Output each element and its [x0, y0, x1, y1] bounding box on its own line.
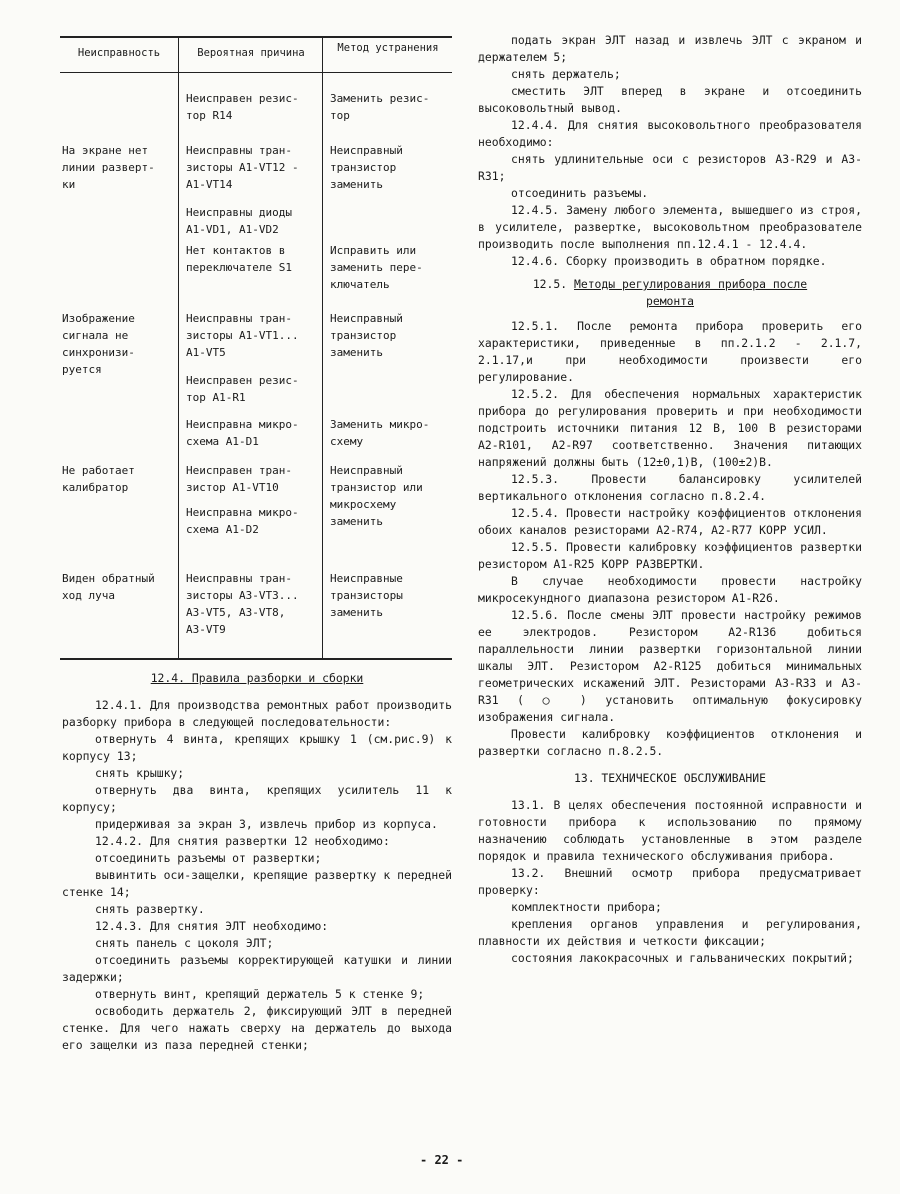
paragraph: отсоединить разъемы от развертки;: [95, 851, 322, 865]
paragraph: 12.5.6. После смены ЭЛТ провести настройку режимов ее электродов. Резистором А2-R136 добиться параллельности линии развертки горизонтальной линии шкалы ЭЛТ. Резистором А2-R125 добиться минимальных геометрических искажений ЭЛТ. Резисторами А3-R33 и А3-R31 ( ◯ ) установить оптимальную фокусировку изображения сигнала.: [478, 608, 862, 724]
paragraph: 12.4.3. Для снятия ЭЛТ необходимо:: [95, 919, 329, 933]
left-text-column: [62, 670, 452, 1054]
cause-cell: Нет контактов в переключателе S1: [186, 244, 292, 274]
paragraph: отвернуть два винта, крепящих усилитель 11 к корпусу;: [62, 783, 452, 814]
paragraph: 12.5.1. После ремонта прибора проверить его характеристики, приведенные в пп.2.1.2 - 2.1.7, 2.1.17,и при необходимости произвести его регулирование.: [478, 319, 862, 384]
paragraph: вывинтить оси-защелки, крепящие развертку к передней стенке 14;: [62, 868, 452, 899]
cause-cell: Неисправны тран- зисторы А1-VT12 - А1-VT14: [186, 144, 299, 191]
right-text-column: [478, 32, 862, 967]
paragraph: отвернуть 4 винта, крепящих крышку 1 (см.рис.9) к корпусу 13;: [62, 732, 452, 763]
paragraph: 12.5.2. Для обеспечения нормальных характеристик прибора до регулирования проверить и при необходимости подстроить источники питания 12 В, 100 В резисторами А2-R101, А2-R97 соответственно. Значения питающих напряжений должны быть (12±0,1)В, (100±2)В.: [478, 387, 862, 469]
section-heading: 12.4. Правила разборки и сборки: [150, 671, 364, 685]
cause-cell: Неисправен резис- тор А1-R1: [186, 374, 299, 404]
section-heading: [508, 276, 832, 310]
cause-cell: Неисправна микро- схема А1-D1: [186, 418, 299, 448]
paragraph: 12.4.1. Для производства ремонтных работ производить разборку прибора в следующей последовательности:: [62, 698, 452, 729]
paragraph: 12.5.3. Провести балансировку усилителей вертикального отклонения согласно п.8.2.4.: [478, 472, 862, 503]
header-method: Метод устранения: [337, 42, 439, 54]
paragraph: В случае необходимости провести настройку микросекундного диапазона резистором А1-R26.: [478, 574, 862, 605]
paragraph: состояния лакокрасочных и гальванических покрытий;: [511, 951, 854, 965]
fault-cell: На экране нет линии разверт- ки: [62, 144, 155, 191]
paragraph: снять развертку.: [95, 902, 205, 916]
paragraph: 12.4.5. Замену любого элемента, вышедшего из строя, в усилителе, развертке, высоковольтном преобразователе производить после выполнения пп.12.4.1 - 12.4.4.: [478, 203, 862, 251]
table-divider: [322, 38, 323, 658]
paragraph: 12.5.4. Провести настройку коэффициентов отклонения обоих каналов резисторами А2-R74, А2-R77 КОРР УСИЛ.: [478, 506, 862, 537]
table-header-rule: [60, 72, 452, 73]
paragraph: подать экран ЭЛТ назад и извлечь ЭЛТ с экраном и держателем 5;: [478, 33, 862, 64]
cause-cell: Неисправны тран- зисторы А1-VT1... А1-VT5: [186, 312, 299, 359]
paragraph: сместить ЭЛТ вперед в экране и отсоединить высоковольтный вывод.: [478, 84, 862, 115]
paragraph: 13.1. В целях обеспечения постоянной исправности и готовности прибора к использованию по прямому назначению соблюдать установленные в этом разделе порядок и правила технического обслуживания прибора.: [478, 798, 862, 863]
paragraph: освободить держатель 2, фиксирующий ЭЛТ в передней стенке. Для чего нажать сверху на держатель до выхода его защелки из паза передней стенки;: [62, 1004, 452, 1052]
paragraph: снять удлинительные оси с резисторов А3-R29 и А3-R31;: [478, 152, 862, 183]
paragraph: 12.4.4. Для снятия высоковольтного преобразователя необходимо:: [478, 118, 862, 149]
paragraph: придерживая за экран 3, извлечь прибор из корпуса.: [95, 817, 438, 831]
fault-cell: Виден обратный ход луча: [62, 572, 155, 602]
method-cell: Неисправный транзистор или микросхему заменить: [330, 464, 423, 528]
paragraph: 12.4.6. Сборку производить в обратном порядке.: [511, 254, 827, 268]
paragraph: отсоединить разъемы.: [511, 186, 649, 200]
cause-cell: Неисправны тран- зисторы А3-VT3... А3-VT5, А3-VT8, А3-VT9: [186, 572, 299, 636]
paragraph: крепления органов управления и регулирования, плавности их действия и четкости фиксации;: [478, 917, 862, 948]
method-cell: Неисправные транзисторы заменить: [330, 572, 403, 619]
cause-cell: Неисправен тран- зистор А1-VT10: [186, 464, 292, 494]
method-cell: Заменить микро- схему: [330, 418, 430, 448]
paragraph: снять держатель;: [511, 67, 621, 81]
paragraph: снять крышку;: [95, 766, 185, 780]
paragraph: 13.2. Внешний осмотр прибора предусматривает проверку:: [478, 866, 862, 897]
fault-cell: Не работает калибратор: [62, 464, 135, 494]
cause-cell: Неисправны диоды А1-VD1, А1-VD2: [186, 206, 292, 236]
heading-text: Методы регулирования прибора после ремонта: [573, 277, 808, 308]
header-fault: Неисправность: [77, 47, 161, 59]
method-cell: Заменить резис- тор: [330, 92, 430, 122]
paragraph: снять панель с цоколя ЭЛТ;: [95, 936, 274, 950]
fault-cell: Изображение сигнала не синхронизи- руется: [62, 312, 135, 376]
method-cell: Неисправный транзистор заменить: [330, 144, 403, 191]
method-cell: Исправить или заменить пере- ключатель: [330, 244, 423, 291]
page-number: - 22 -: [420, 1153, 464, 1167]
method-cell: Неисправный транзистор заменить: [330, 312, 403, 359]
paragraph: 12.5.5. Провести калибровку коэффициентов развертки резистором А1-R25 КОРР РАЗВЕРТКИ.: [478, 540, 862, 571]
paragraph: комплектности прибора;: [511, 900, 662, 914]
troubleshooting-table: [60, 36, 452, 660]
paragraph: 12.4.2. Для снятия развертки 12 необходимо:: [95, 834, 390, 848]
heading-number: 12.5.: [532, 277, 568, 291]
paragraph: Провести калибровку коэффициентов отклонения и развертки согласно п.8.2.5.: [478, 727, 862, 758]
paragraph: отсоединить разъемы корректирующей катушки и линии задержки;: [62, 953, 452, 984]
cause-cell: Неисправен резис- тор R14: [186, 92, 299, 122]
paragraph: отвернуть винт, крепящий держатель 5 к стенке 9;: [95, 987, 425, 1001]
table-divider: [178, 38, 179, 658]
cause-cell: Неисправна микро- схема А1-D2: [186, 506, 299, 536]
section-heading: 13. ТЕХНИЧЕСКОЕ ОБСЛУЖИВАНИЕ: [573, 771, 767, 785]
header-cause: Вероятная причина: [197, 47, 305, 59]
